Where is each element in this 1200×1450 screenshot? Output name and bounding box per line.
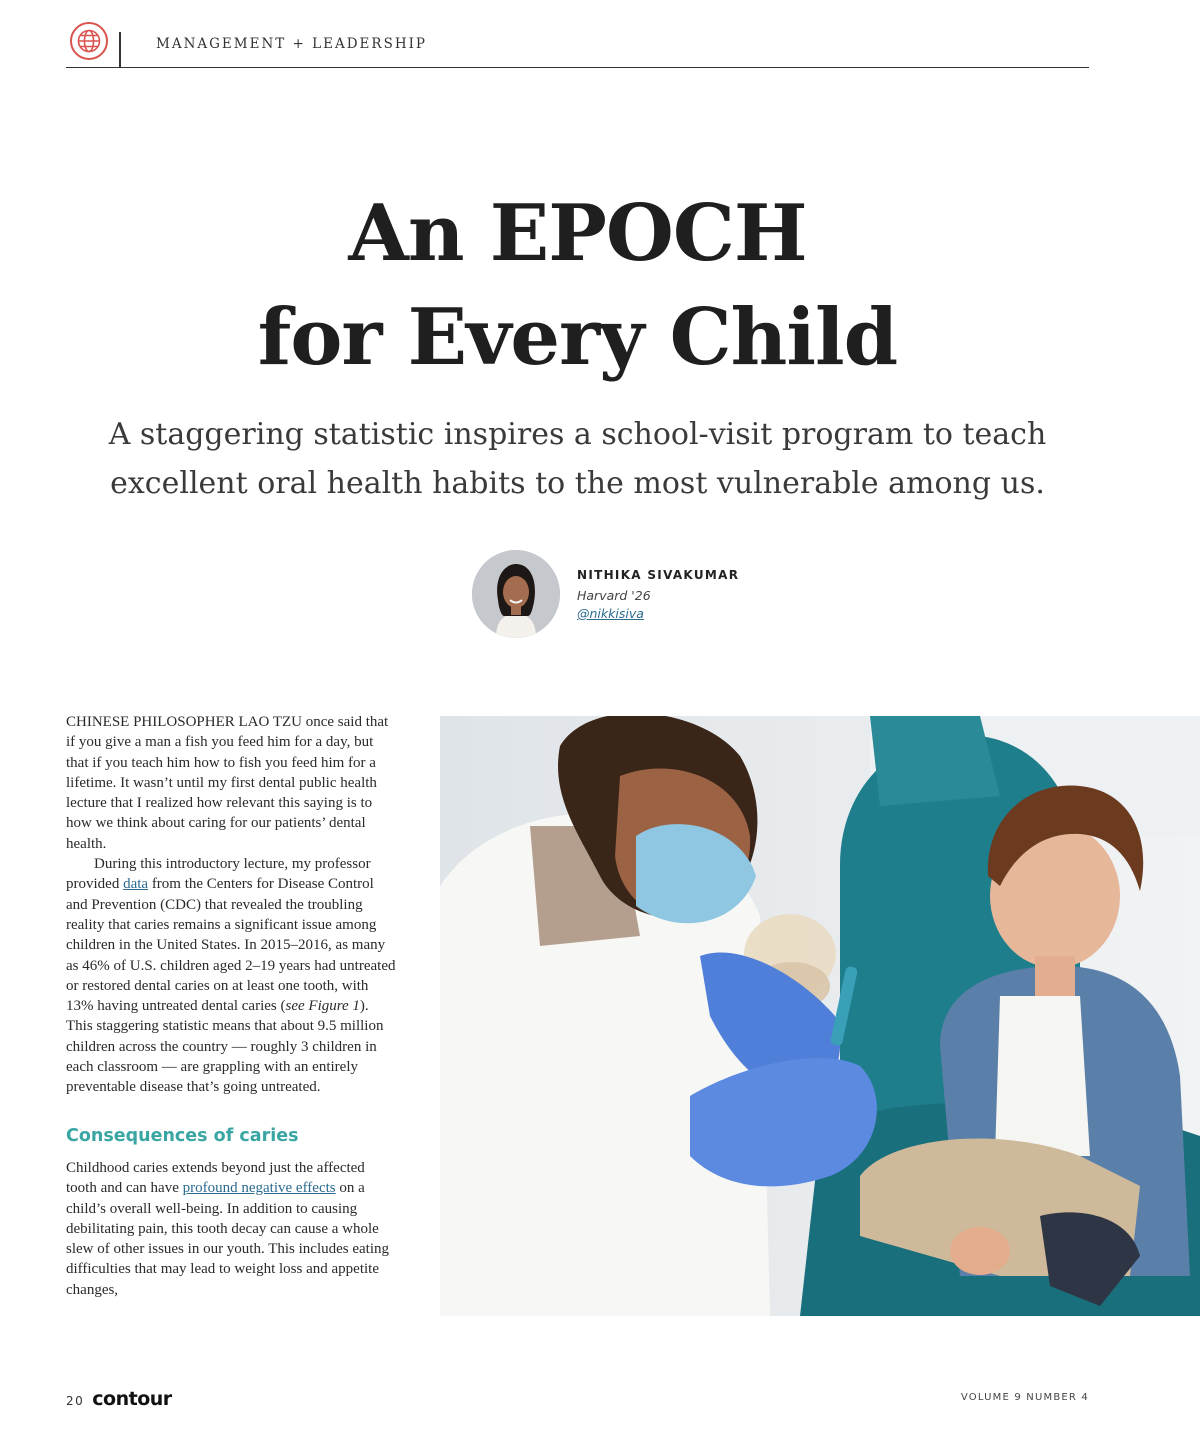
page-footer-left	[66, 1388, 172, 1410]
text-span: Childhood caries extends beyond just the affected tooth and can have	[66, 1159, 365, 1197]
paragraph-consequences	[66, 1158, 396, 1300]
figure-reference: see Figure 1	[285, 998, 360, 1015]
section-label: MANAGEMENT + LEADERSHIP	[156, 36, 428, 52]
paragraph-intro: CHINESE PHILOSOPHER LAO TZU once said that if you give a man a fish you feed him for a day, but that if you teach him how to fish you feed him for a lifetime. It wasn’t until my first dental public health lecture that I realized how relevant this saying is to how we think about caring for our patients’ dental health.	[66, 714, 389, 852]
brand-logo: contour	[92, 1388, 172, 1410]
page-header	[66, 18, 1089, 68]
issue-label: VOLUME 9 NUMBER 4	[960, 1392, 1089, 1403]
globe-icon	[70, 22, 108, 60]
text-span: from the Centers for Disease Control and Prevention (CDC) that revealed the troubling reality that caries remains a significant issue among children in the United States. In 2015–2016, as many as 46% of U.S. children aged 2–19 years had untreated or restored dental caries on at least one tooth, with 13% having untreated dental caries (	[66, 876, 396, 1015]
author-name: NITHIKA SIVAKUMAR	[577, 568, 740, 582]
author-avatar	[472, 550, 560, 638]
article-title	[0, 182, 1155, 390]
paragraph-statistics	[66, 854, 396, 1098]
author-handle-link[interactable]: @nikkisiva	[577, 606, 644, 621]
profound-effects-link[interactable]: profound negative effects	[182, 1180, 336, 1197]
data-link[interactable]: data	[123, 876, 149, 893]
header-divider	[119, 32, 121, 68]
article-body	[66, 712, 396, 1300]
title-line-2: for Every Child	[257, 292, 898, 383]
title-line-1: An EPOCH	[348, 188, 807, 279]
author-info	[577, 568, 739, 622]
author-school: Harvard '26	[577, 588, 651, 603]
text-span: on a child’s overall well-being. In addition to causing debilitating pain, this tooth decay can cause a whole slew of other issues in our youth. This includes eating difficulties that may lead to weight loss and appetite changes,	[66, 1180, 390, 1298]
text-span: During this introductory lecture, my professor provided	[66, 856, 371, 893]
dentist-child-photo	[440, 716, 1200, 1316]
page-number: 20	[66, 1394, 85, 1408]
section-heading: Consequences of caries	[66, 1125, 299, 1146]
article-subtitle: A staggering statistic inspires a school-visit program to teach excellent oral health habits to the most vulnerable among us.	[108, 417, 1047, 501]
text-span: ). This staggering statistic means that about 9.5 million children across the country — roughly 3 children in each classroom — are grappling with an entirely preventable disease that’s going untreated.	[66, 998, 384, 1096]
